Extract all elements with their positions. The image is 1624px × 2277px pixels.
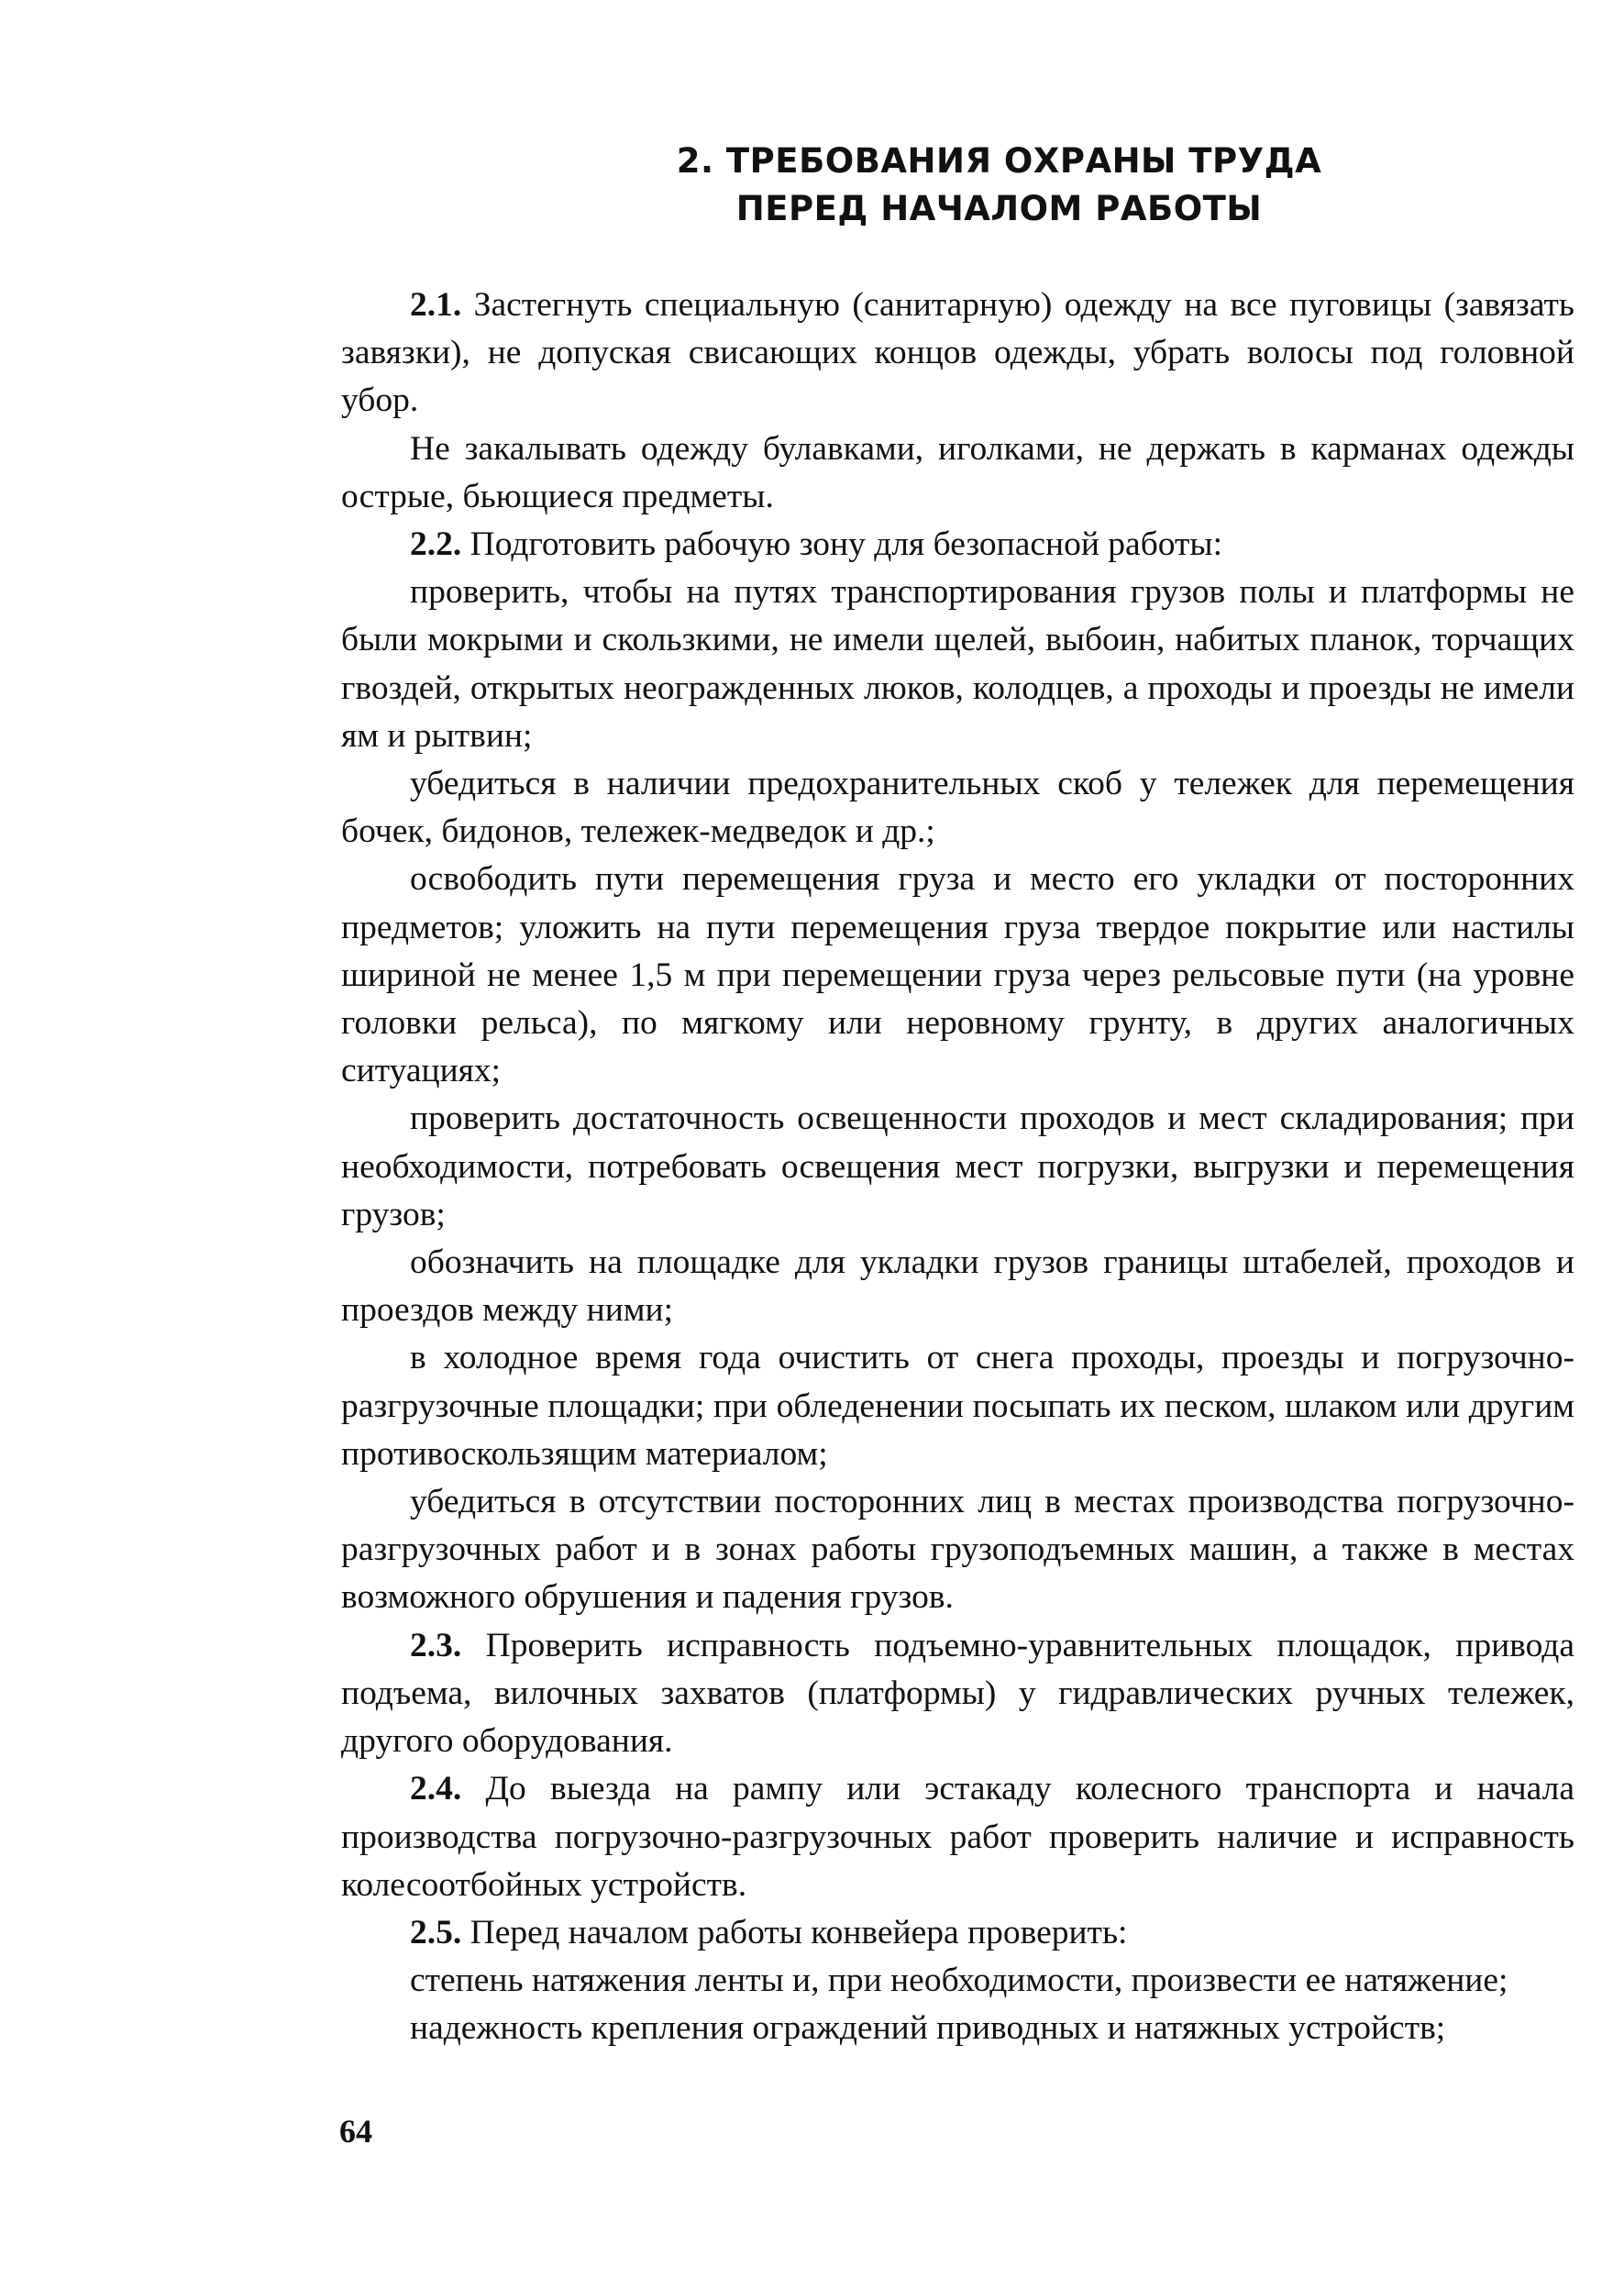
list-item xyxy=(341,856,1574,1095)
page-number: 64 xyxy=(339,2113,372,2150)
paragraph-text: обозначить на площадке для укладки грузов границы штабелей, проходов и проездов между ними; xyxy=(341,1244,1574,1330)
paragraph-text: проверить, чтобы на путях транспортирования грузов полы и платформы не были мокрыми и скользкими, не имели щелей, выбоин, набитых планок, торчащих гвоздей, открытых неогражденных люков, колодцев, а проходы и проезды не имели ям и рытвин; xyxy=(341,573,1574,755)
paragraph-2-1 xyxy=(341,282,1574,426)
paragraph-text: убедиться в отсутствии посторонних лиц в местах производства погрузочно-разгрузочных работ и в зонах работы грузоподъемных машин, а также в местах возможного обрушения и падения грузов. xyxy=(341,1483,1574,1617)
list-item xyxy=(341,1957,1574,2005)
paragraph-text: убедиться в наличии предохранительных скоб у тележек для перемещения бочек, бидонов, тележек-медведок и др.; xyxy=(341,765,1574,851)
paragraph-text: степень натяжения ленты и, при необходимости, произвести ее натяжение; xyxy=(410,1962,1508,2000)
section-heading-line-1: 2. ТРЕБОВАНИЯ ОХРАНЫ ТРУДА xyxy=(676,141,1322,181)
paragraph-2-4 xyxy=(341,1765,1574,1909)
paragraph-2-5 xyxy=(341,1909,1574,1957)
document-page xyxy=(341,138,1574,2053)
list-item xyxy=(341,569,1574,760)
list-item xyxy=(341,760,1574,856)
paragraph-text: в холодное время года очистить от снега проходы, проезды и погрузочно-разгрузочные площадки; при обледенении посыпать их песком, шлаком или другим противоскользящим материалом; xyxy=(341,1339,1574,1473)
paragraph-text: Застегнуть специальную (санитарную) одежду на все пуговицы (завязать завязки), не допуская свисающих концов одежды, убрать волосы под головной убор. xyxy=(341,286,1574,420)
paragraph-2-1-continued xyxy=(341,426,1574,521)
section-heading xyxy=(341,138,1574,233)
paragraph-2-2 xyxy=(341,521,1574,569)
clause-number: 2.3. xyxy=(410,1626,462,1664)
paragraph-text: Перед началом работы конвейера проверить: xyxy=(470,1913,1128,1951)
paragraph-text: освободить пути перемещения груза и место его укладки от посторонних предметов; уложить на пути перемещения груза твердое покрытие или настилы шириной не менее 1,5 м при перемещении груза через рельсовые пути (на уровне головки рельса), по мягкому или неровному грунту, в других аналогичных ситуациях; xyxy=(341,860,1574,1090)
list-item xyxy=(341,1478,1574,1622)
paragraph-text: Подготовить рабочую зону для безопасной работы: xyxy=(470,525,1223,564)
paragraph-text: Не закалывать одежду булавками, иголками, не держать в карманах одежды острые, бьющиеся предметы. xyxy=(341,429,1574,515)
paragraph-text: Проверить исправность подъемно-уравнительных площадок, привода подъема, вилочных захватов (платформы) у гидравлических ручных тележек, другого оборудования. xyxy=(341,1626,1575,1761)
paragraph-text: проверить достаточность освещенности проходов и мест складирования; при необходимости, потребовать освещения мест погрузки, выгрузки и перемещения грузов; xyxy=(341,1100,1574,1233)
paragraph-text: До выезда на рампу или эстакаду колесного транспорта и начала производства погрузочно-разгрузочных работ проверить наличие и исправность колесоотбойных устройств. xyxy=(341,1770,1574,1904)
paragraph-2-3 xyxy=(341,1622,1574,1766)
paragraph-text: надежность крепления ограждений приводных и натяжных устройств; xyxy=(410,2009,1446,2048)
list-item xyxy=(341,2005,1574,2052)
clause-number: 2.1. xyxy=(410,286,462,324)
clause-number: 2.4. xyxy=(410,1770,462,1808)
list-item xyxy=(341,1334,1574,1478)
clause-number: 2.5. xyxy=(410,1913,462,1951)
clause-number: 2.2. xyxy=(410,525,462,564)
section-heading-line-2: ПЕРЕД НАЧАЛОМ РАБОТЫ xyxy=(735,189,1263,228)
list-item xyxy=(341,1095,1574,1239)
list-item xyxy=(341,1239,1574,1334)
section-body xyxy=(341,282,1574,2053)
